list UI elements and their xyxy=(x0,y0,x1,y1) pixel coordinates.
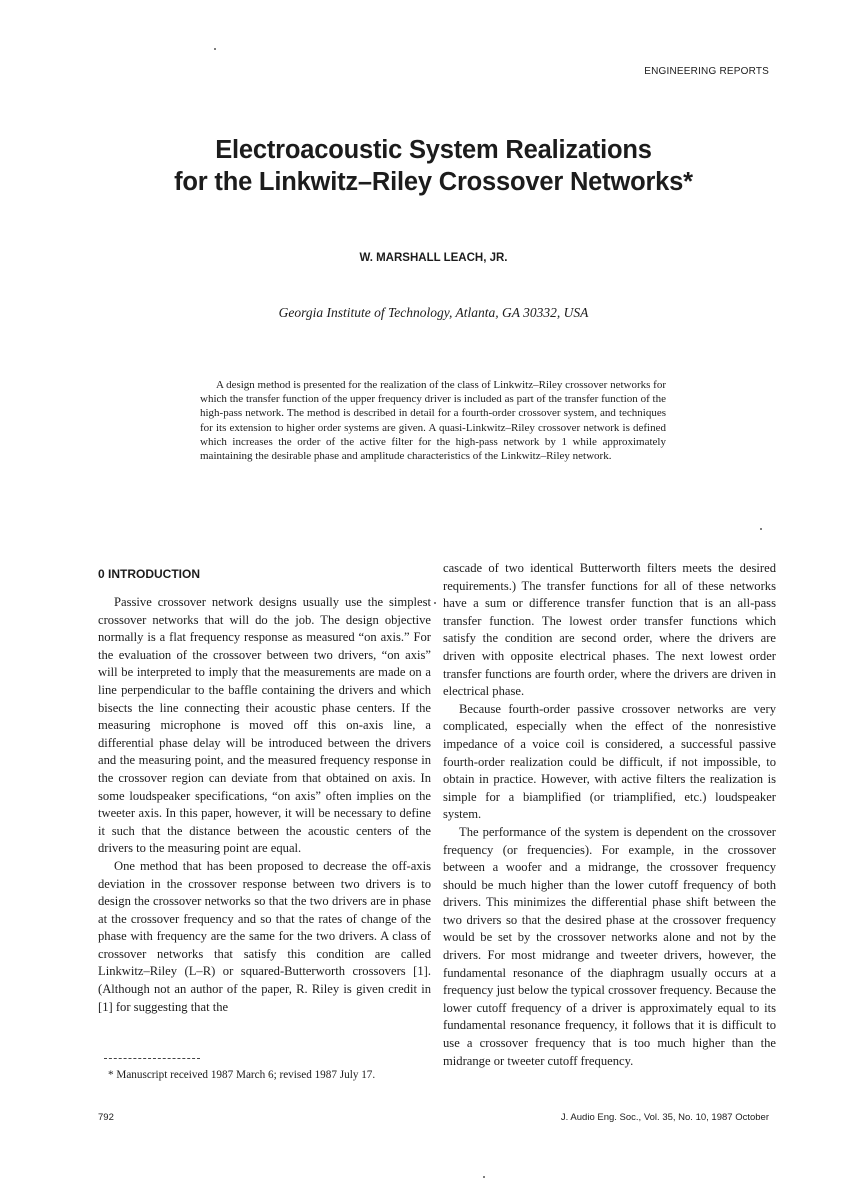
footnote-divider xyxy=(104,1058,200,1059)
scan-speck xyxy=(760,528,762,530)
scan-speck xyxy=(483,1176,485,1178)
footnote: * Manuscript received 1987 March 6; revised 1987 July 17. xyxy=(108,1069,376,1081)
author-affiliation: Georgia Institute of Technology, Atlanta, GA 30332, USA xyxy=(278,305,589,320)
body-paragraph: Passive crossover network designs usually use the simplest crossover networks that will do the job. The design objective normally is a flat frequency response as measured “on axis.” For the evaluation of the crossover between two drivers, “on axis” will be interpreted to imply that the measurements are made on a line perpendicular to the baffle containing the drivers and which bisects the line connecting their acoustic phase centers. If the measuring microphone is moved off this on-axis line, a differential phase delay will be introduced between the drivers and the measuring point, and the measured frequency response in the crossover region can deviate from that obtained on axis. In some loudspeaker specifications, “on axis” often implies on the tweeter axis. In this paper, however, it will be necessary to define it such that the distance between the acoustic centers of the drivers to the measuring point are equal. xyxy=(98,595,431,856)
scan-speck xyxy=(214,48,216,50)
title-line-2: for the Linkwitz–Riley Crossover Networks* xyxy=(174,168,693,196)
paper-title xyxy=(0,134,867,198)
body-paragraph: One method that has been proposed to decrease the off-axis deviation in the crossover response between two drivers is to design the crossover networks so that the two drivers are in phase at the crossover frequency and so that the rates of change of the phase with frequency are the same for the two drivers. A class of crossover networks that satisfy this condition are called Linkwitz–Riley (L–R) or squared-Butterworth crossovers [1]. (Although not an author of the paper, R. Riley is given credit in [1] for suggesting that the xyxy=(98,858,431,1014)
abstract: A design method is presented for the realization of the class of Linkwitz–Riley crossover networks for which the transfer function of the upper frequency driver is included as part of the transfer function of the high-pass network. The method is described in detail for a fourth-order crossover system, and techniques for its extension to higher order systems are given. A quasi-Linkwitz–Riley crossover network is defined which increases the order of the active filter for the high-pass network by 1 while approximately maintaining the desirable phase and amplitude characteristics of the Linkwitz–Riley network. xyxy=(200,379,666,463)
section-label: ENGINEERING REPORTS xyxy=(644,66,769,77)
body-paragraph: The performance of the system is dependent on the crossover frequency (or frequencies). For example, in the crossover between a woofer and a midrange, the crossover frequency should be much higher than the lower cutoff frequency of both drivers. This minimizes the differential phase shift between the two drivers so that the desired phase at the crossover frequency would be set by the crossover networks alone and not by the drivers. For most midrange and tweeter drivers, however, the fundamental resonance of the diaphragm usually occurs at a frequency just below the typical crossover frequency. Because the lower cutoff frequency of a driver is approximately equal to its fundamental resonance frequency, it follows that it is difficult to use a crossover frequency that is too much higher than the midrange or tweeter cutoff frequency. xyxy=(443,824,776,1068)
body-paragraph: cascade of two identical Butterworth filters meets the desired requirements.) The transfer functions for all of these networks have a sum or difference transfer function that is an all-pass transfer function. The lowest order transfer functions which satisfy the condition are second order, where the drivers are driven with opposite electrical phases. The next lowest order transfer functions are fourth order, where the drivers are driven in electrical phase. xyxy=(443,561,776,699)
left-column xyxy=(98,566,431,1016)
body-paragraph: Because fourth-order passive crossover networks are very complicated, especially when the effect of the nonresistive impedance of a voice coil is considered, a successful passive fourth-order realization could be difficult, if not impossible, to obtain in practice. However, with active filters the realization is simple for a biamplified (or triamplified, etc.) loudspeaker system. xyxy=(443,701,776,822)
author-name: W. MARSHALL LEACH, JR. xyxy=(359,252,508,264)
scan-speck xyxy=(434,602,436,604)
journal-reference: J. Audio Eng. Soc., Vol. 35, No. 10, 1987 October xyxy=(560,1112,769,1123)
title-line-1: Electroacoustic System Realizations xyxy=(215,136,652,164)
page-number: 792 xyxy=(98,1112,114,1123)
right-column xyxy=(443,560,776,1070)
section-heading: 0 INTRODUCTION xyxy=(98,567,200,581)
